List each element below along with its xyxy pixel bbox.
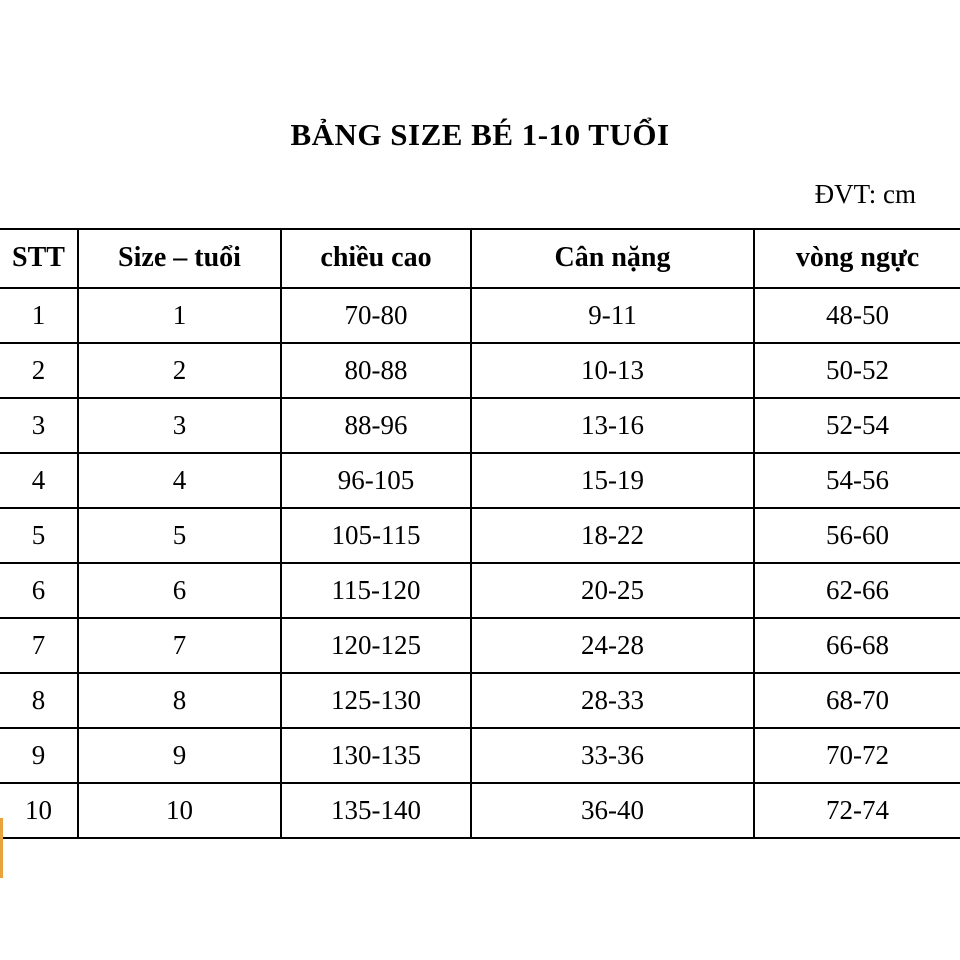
column-header-weight: Cân nặng [471,229,754,288]
cell-size-age: 7 [78,618,281,673]
table-row [0,288,960,343]
cell-size-age: 3 [78,398,281,453]
cell-weight: 20-25 [471,563,754,618]
cell-height: 88-96 [281,398,471,453]
cell-weight: 9-11 [471,288,754,343]
table-row [0,343,960,398]
cell-stt: 10 [0,783,78,838]
cell-stt: 7 [0,618,78,673]
page-title: BẢNG SIZE BÉ 1-10 TUỔI [290,117,670,152]
unit-note: ĐVT: cm [814,179,916,210]
cell-stt: 2 [0,343,78,398]
cell-weight: 28-33 [471,673,754,728]
table-row [0,618,960,673]
table-row [0,673,960,728]
cell-chest: 72-74 [754,783,960,838]
cell-stt: 8 [0,673,78,728]
cell-chest: 62-66 [754,563,960,618]
column-header-chest: vòng ngực [754,229,960,288]
cell-weight: 15-19 [471,453,754,508]
table-row [0,728,960,783]
cell-weight: 24-28 [471,618,754,673]
cell-chest: 66-68 [754,618,960,673]
table-row [0,563,960,618]
cell-height: 70-80 [281,288,471,343]
cell-size-age: 1 [78,288,281,343]
cell-stt: 9 [0,728,78,783]
column-header-stt: STT [0,229,78,288]
cell-stt: 1 [0,288,78,343]
cell-size-age: 2 [78,343,281,398]
cell-stt: 4 [0,453,78,508]
cell-weight: 13-16 [471,398,754,453]
cell-weight: 18-22 [471,508,754,563]
size-table [0,228,960,839]
table-row [0,398,960,453]
cell-height: 96-105 [281,453,471,508]
cell-weight: 36-40 [471,783,754,838]
cell-size-age: 9 [78,728,281,783]
left-edge-mark [0,818,3,878]
cell-size-age: 8 [78,673,281,728]
cell-size-age: 6 [78,563,281,618]
cell-height: 130-135 [281,728,471,783]
cell-stt: 6 [0,563,78,618]
cell-chest: 70-72 [754,728,960,783]
table-body [0,288,960,838]
cell-chest: 52-54 [754,398,960,453]
cell-height: 120-125 [281,618,471,673]
table-row [0,783,960,838]
cell-chest: 68-70 [754,673,960,728]
cell-height: 80-88 [281,343,471,398]
cell-weight: 33-36 [471,728,754,783]
cell-weight: 10-13 [471,343,754,398]
cell-stt: 3 [0,398,78,453]
cell-size-age: 5 [78,508,281,563]
cell-height: 105-115 [281,508,471,563]
cell-height: 115-120 [281,563,471,618]
cell-size-age: 10 [78,783,281,838]
column-header-height: chiều cao [281,229,471,288]
table-row [0,453,960,508]
cell-chest: 48-50 [754,288,960,343]
cell-chest: 54-56 [754,453,960,508]
table-row [0,508,960,563]
table-header-row [0,229,960,288]
column-header-size-age: Size – tuổi [78,229,281,288]
cell-size-age: 4 [78,453,281,508]
cell-height: 125-130 [281,673,471,728]
cell-stt: 5 [0,508,78,563]
cell-chest: 50-52 [754,343,960,398]
table-header [0,229,960,288]
size-table-container [0,228,960,839]
cell-chest: 56-60 [754,508,960,563]
cell-height: 135-140 [281,783,471,838]
